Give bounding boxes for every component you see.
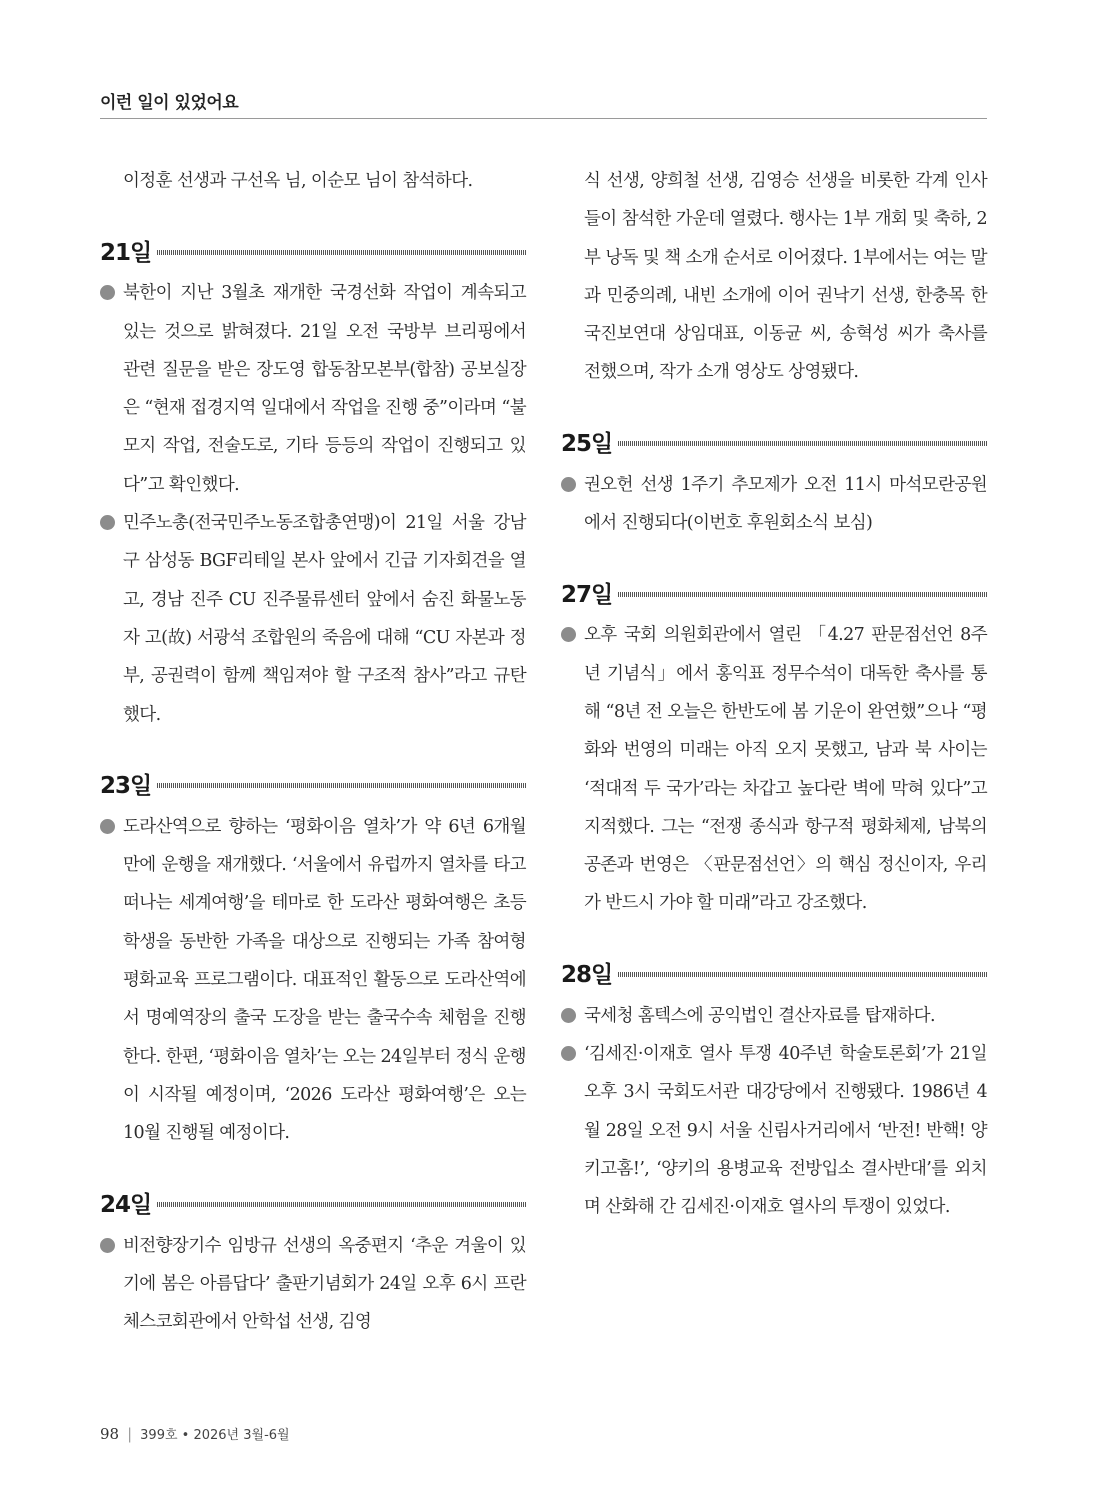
heading-rule [618,592,987,597]
list-item [100,274,526,504]
day-label: 23일 [100,773,152,800]
list-item [100,808,526,1153]
item-text: 권오헌 선생 1주기 추모제가 오전 11시 마석모란공원에서 진행되다(이번호 후원회소식 보심) [584,474,987,534]
item-text: ‘김세진·이재호 열사 투쟁 40주년 학술토론회’가 21일 오후 3시 국회도서관 대강당에서 진행됐다. 1986년 4월 28일 오전 9시 서울 신림사거리에서 ‘반전! 반핵! 양키고홈!’, ‘양키의 용병교육 전방입소 결사반대’를 외치며 산화해 간 김세진·이재호 열사의 투쟁이 있었다. [584,1044,987,1218]
day-heading [561,953,987,993]
list-item [561,997,987,1035]
item-text: 비전향장기수 임방규 선생의 옥중편지 ‘추운 겨울이 있기에 봄은 아름답다’ 출판기념회가 24일 오후 6시 프란체스코회관에서 안학섭 선생, 김영 [123,1235,526,1333]
heading-rule [618,441,987,446]
day-label: 28일 [561,962,613,989]
continuation-text: 식 선생, 양희철 선생, 김영승 선생을 비롯한 각계 인사들이 참석한 가운데 열렸다. 행사는 1부 개회 및 축하, 2부 낭독 및 책 소개 순서로 이어졌다. 1부에서는 여는 말과 민중의례, 내빈 소개에 이어 권낙기 선생, 한충목 한국진보연대 상임대표, 이동균 씨, 송혁성 씨가 축사를 전했으며, 작가 소개 영상도 상영됐다. [584,171,987,383]
item-text: 국세청 홈텍스에 공익법인 결산자료를 탑재하다. [584,1005,935,1026]
item-text: 북한이 지난 3월초 재개한 국경선화 작업이 계속되고 있는 것으로 밝혀졌다. 21일 오전 국방부 브리핑에서 관련 질문을 받은 장도영 합동참모본부(합참) 공보실장은 “현재 접경지역 일대에서 작업을 진행 중”이라며 “불모지 작업, 전술도로, 기타 등등의 작업이 진행되고 있다”고 확인했다. [123,283,526,495]
heading-rule [157,783,526,788]
right-column [561,162,987,1227]
list-item [561,1035,987,1226]
heading-rule [157,1202,526,1207]
bullet-icon [100,1238,115,1253]
day-label: 21일 [100,239,152,266]
list-item [561,616,987,922]
day-label: 24일 [100,1192,152,1219]
bullet-icon [561,477,576,492]
list-item [100,1227,526,1342]
page-header-title: 이런 일이 있었어요 [100,93,239,113]
intro-text: 이정훈 선생과 구선옥 님, 이순모 님이 참석하다. [123,171,473,191]
bullet-icon [100,515,115,530]
bullet-icon [100,285,115,300]
day-label: 27일 [561,581,613,608]
day-heading [100,1183,526,1223]
item-text: 도라산역으로 향하는 ‘평화이음 열차’가 약 6년 6개월 만에 운행을 재개했다. ‘서울에서 유럽까지 열차를 타고 떠나는 세계여행’을 테마로 한 도라산 평화여행은 초등학생을 동반한 가족을 대상으로 진행되는 가족 참여형 평화교육 프로그램이다. 대표적인 활동으로 도라산역에서 명예역장의 출국 도장을 받는 출국수속 체험을 진행한다. 한편, ‘평화이음 열차’는 오는 24일부터 정식 운행이 시작될 예정이며, ‘2026 도라산 평화여행’은 오는 10월 진행될 예정이다. [123,816,526,1144]
bullet-icon [561,1046,576,1061]
section-25 [561,422,987,543]
section-23 [100,764,526,1153]
bullet-icon [561,627,576,642]
heading-rule [618,972,987,977]
section-28 [561,953,987,1227]
list-item [100,504,526,734]
bullet-icon [100,819,115,834]
section-21 [100,230,526,734]
section-27 [561,572,987,922]
left-column [100,162,526,1341]
list-item [561,466,987,543]
page-number: 98 [100,1425,120,1443]
day-heading [561,572,987,612]
footer-separator: | [127,1425,133,1443]
page-footer [100,1424,290,1443]
item-text: 오후 국회 의원회관에서 열린 「4.27 판문점선언 8주년 기념식」에서 홍익표 정무수석이 대독한 축사를 통해 “8년 전 오늘은 한반도에 봄 기운이 완연했”으나 “평화와 번영의 미래는 아직 오지 못했고, 남과 북 사이는 ‘적대적 두 국가’라는 차갑고 높다란 벽에 막혀 있다”고 지적했다. 그는 “전쟁 종식과 항구적 평화체제, 남북의 공존과 번영은 〈판문점선언〉의 핵심 정신이자, 우리가 반드시 가야 할 미래”라고 강조했다. [584,625,987,914]
heading-rule [157,250,526,255]
day-heading [100,764,526,804]
section-24 [100,1183,526,1342]
day-label: 25일 [561,431,613,458]
header-divider [100,118,987,119]
day-heading [561,422,987,462]
issue-info: 399호 • 2026년 3월-6월 [140,1428,290,1443]
day-heading [100,230,526,270]
bullet-icon [561,1008,576,1023]
item-text: 민주노총(전국민주노동조합총연맹)이 21일 서울 강남구 삼성동 BGF리테일 본사 앞에서 긴급 기자회견을 열고, 경남 진주 CU 진주물류센터 앞에서 숨진 화물노동자 고(故) 서광석 조합원의 죽음에 대해 “CU 자본과 정부, 공권력이 함께 책임져야 할 구조적 참사”라고 규탄했다. [123,513,526,725]
